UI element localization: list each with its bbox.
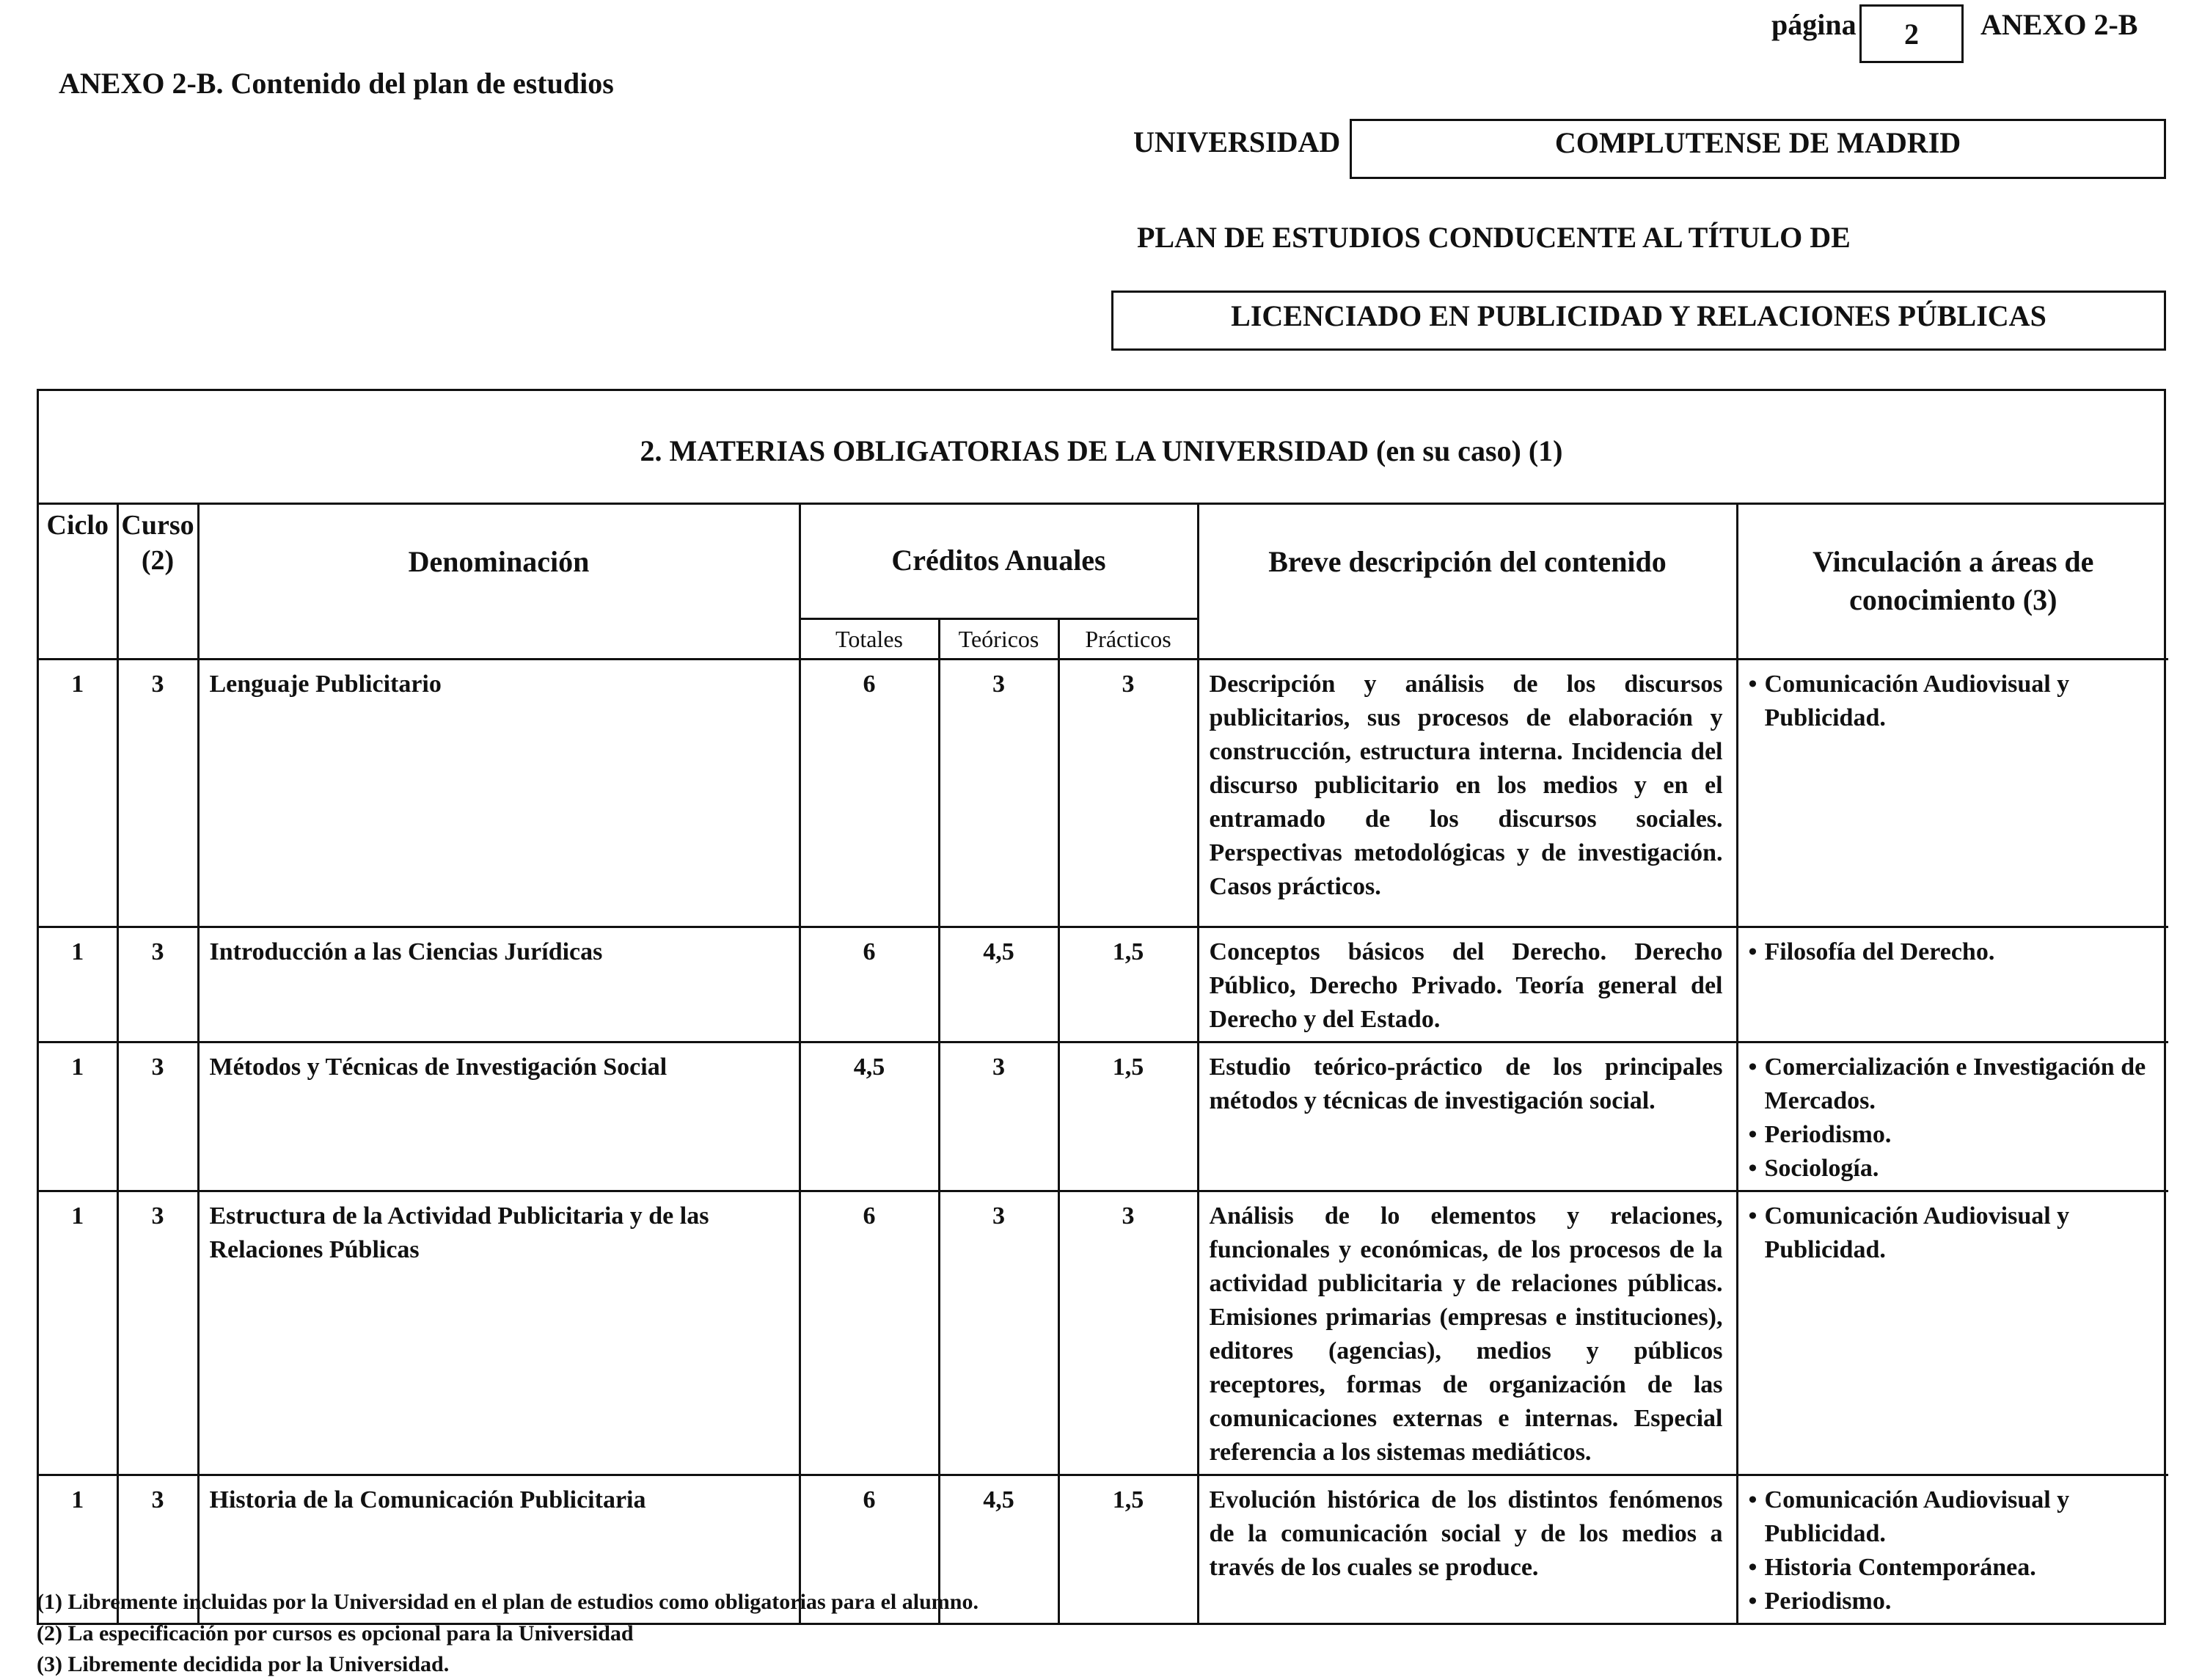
cell-denominacion: Lenguaje Publicitario (198, 659, 800, 927)
universidad-label: UNIVERSIDAD (1133, 125, 1341, 158)
cell-teoricos: 4,5 (939, 1475, 1058, 1623)
pagina-label: página (1771, 8, 1857, 41)
page-number: 2 (1859, 4, 1964, 63)
area-item: • Periodismo. (1749, 1118, 2159, 1152)
cell-ciclo: 1 (39, 659, 117, 927)
area-item: • Sociología. (1749, 1152, 2159, 1186)
area-item: • Filosofía del Derecho. (1749, 935, 2159, 969)
cell-denominacion: Historia de la Comunicación Publicitaria (198, 1475, 800, 1623)
cell-descripcion: Evolución histórica de los distintos fenómenos de la comunicación social y de los medios a través de los cuales se produce. (1198, 1475, 1737, 1623)
footnote-2: (2) La especificación por cursos es opcional para la Universidad (37, 1621, 634, 1646)
table-row (39, 1191, 2168, 1475)
cell-teoricos: 3 (939, 1042, 1058, 1191)
area-item: • Periodismo. (1749, 1585, 2159, 1618)
anexo-code: ANEXO 2-B (1980, 8, 2138, 41)
cell-denominacion: Estructura de la Actividad Publicitaria y de las Relaciones Públicas (198, 1191, 800, 1475)
cell-ciclo: 1 (39, 1475, 117, 1623)
cell-vinculacion (1737, 927, 2168, 1042)
cell-practicos: 1,5 (1058, 927, 1198, 1042)
cell-descripcion: Conceptos básicos del Derecho. Derecho Público, Derecho Privado. Teoría general del Derecho y del Estado. (1198, 927, 1737, 1042)
cell-descripcion: Estudio teórico-práctico de los principales métodos y técnicas de investigación social. (1198, 1042, 1737, 1191)
table-row (39, 927, 2168, 1042)
header-ciclo: Ciclo (39, 505, 117, 659)
header-teoricos: Teóricos (939, 618, 1058, 659)
cell-descripcion: Descripción y análisis de los discursos publicitarios, sus procesos de elaboración y construcción, estructura interna. Incidencia del discurso publicitario en los medios y en el entramado de los discursos sociales. Perspectivas metodológicas y de investigación. Casos prácticos. (1198, 659, 1737, 927)
cell-teoricos: 3 (939, 1191, 1058, 1475)
area-item: • Comunicación Audiovisual y Publicidad. (1749, 1199, 2159, 1267)
plan-label: PLAN DE ESTUDIOS CONDUCENTE AL TÍTULO DE (1137, 221, 1851, 254)
footnote-1: (1) Libremente incluidas por la Universidad en el plan de estudios como obligatorias para el alumno. (37, 1590, 979, 1614)
cell-curso: 3 (117, 1191, 198, 1475)
cell-teoricos: 4,5 (939, 927, 1058, 1042)
cell-vinculacion (1737, 1191, 2168, 1475)
table-row (39, 659, 2168, 927)
cell-totales: 6 (800, 659, 939, 927)
document-title: ANEXO 2-B. Contenido del plan de estudios (59, 67, 614, 100)
universidad-name: COMPLUTENSE DE MADRID (1350, 119, 2166, 179)
footnote-3: (3) Libremente decidida por la Universidad. (37, 1652, 450, 1676)
table-row (39, 1042, 2168, 1191)
cell-denominacion: Métodos y Técnicas de Investigación Social (198, 1042, 800, 1191)
cell-practicos: 3 (1058, 659, 1198, 927)
area-item: • Comunicación Audiovisual y Publicidad. (1749, 668, 2159, 735)
cell-practicos: 1,5 (1058, 1475, 1198, 1623)
cell-ciclo: 1 (39, 927, 117, 1042)
cell-curso: 3 (117, 1042, 198, 1191)
cell-denominacion: Introducción a las Ciencias Jurídicas (198, 927, 800, 1042)
cell-practicos: 1,5 (1058, 1042, 1198, 1191)
header-vinculacion: Vinculación a áreas de conocimiento (3) (1737, 505, 2168, 659)
cell-curso: 3 (117, 1475, 198, 1623)
cell-ciclo: 1 (39, 1042, 117, 1191)
cell-teoricos: 3 (939, 659, 1058, 927)
header-creditos: Créditos Anuales (800, 505, 1198, 618)
section-title: 2. MATERIAS OBLIGATORIAS DE LA UNIVERSIDAD (en su caso) (1) (39, 391, 2164, 505)
cell-vinculacion (1737, 1042, 2168, 1191)
cell-ciclo: 1 (39, 1191, 117, 1475)
cell-totales: 6 (800, 927, 939, 1042)
cell-descripcion: Análisis de lo elementos y relaciones, funcionales y económicas, de los procesos de la actividad publicitaria y de relaciones públicas. Emisiones primarias (empresas e instituciones), editores (agencias), medios y públicos receptores, formas de organización de las comunicaciones externas e internas. Especial referencia a los sistemas mediáticos. (1198, 1191, 1737, 1475)
cell-curso: 3 (117, 659, 198, 927)
cell-totales: 6 (800, 1475, 939, 1623)
degree-title: LICENCIADO EN PUBLICIDAD Y RELACIONES PÚBLICAS (1111, 291, 2166, 351)
header-totales: Totales (800, 618, 939, 659)
cell-vinculacion (1737, 1475, 2168, 1623)
header-curso: Curso (2) (117, 505, 198, 659)
header-denominacion: Denominación (198, 505, 800, 659)
header-practicos: Prácticos (1058, 618, 1198, 659)
header-descripcion: Breve descripción del contenido (1198, 505, 1737, 659)
subjects-grid (39, 505, 2168, 1623)
cell-curso: 3 (117, 927, 198, 1042)
area-item: • Comunicación Audiovisual y Publicidad. (1749, 1483, 2159, 1551)
area-item: • Comercialización e Investigación de Mercados. (1749, 1051, 2159, 1118)
subjects-table (37, 389, 2166, 1625)
area-item: • Historia Contemporánea. (1749, 1551, 2159, 1585)
cell-totales: 6 (800, 1191, 939, 1475)
cell-totales: 4,5 (800, 1042, 939, 1191)
cell-vinculacion (1737, 659, 2168, 927)
cell-practicos: 3 (1058, 1191, 1198, 1475)
